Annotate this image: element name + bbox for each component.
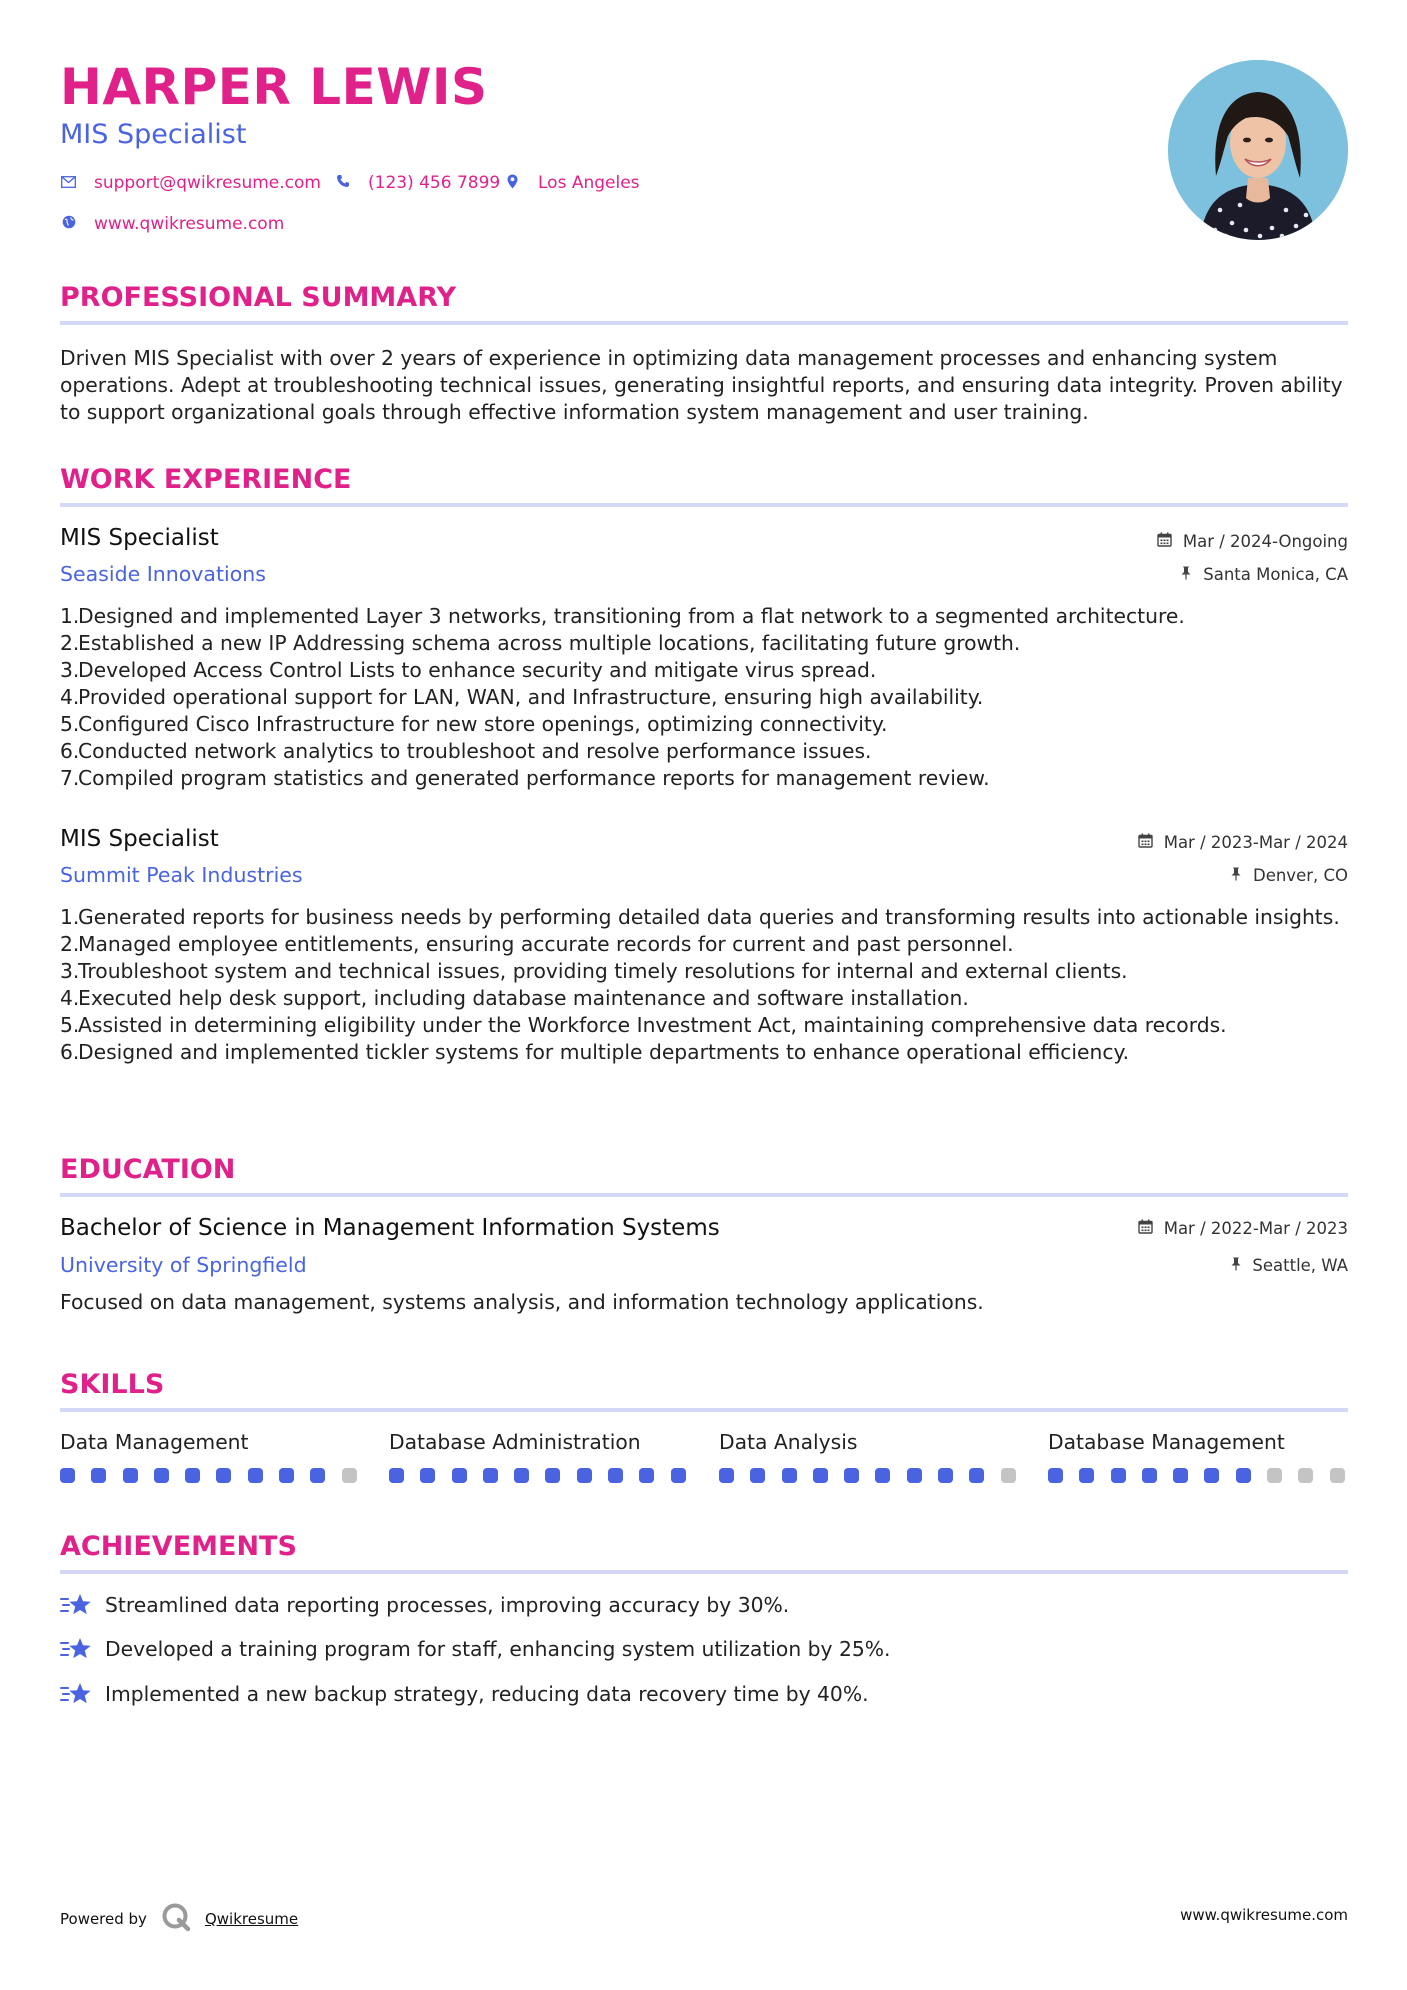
list-item: 5. Configured Cisco Infrastructure for new store openings, optimizing connectivity.: [60, 712, 888, 736]
star-icon: [60, 1681, 92, 1707]
skill-dot-filled: [750, 1468, 765, 1483]
skill-dot-filled: [1236, 1468, 1251, 1483]
list-item: 4. Executed help desk support, including database maintenance and software installation.: [60, 986, 969, 1010]
skill-dot-filled: [216, 1468, 231, 1483]
skills-heading: SKILLS: [60, 1369, 165, 1400]
skill-dot-filled: [1048, 1468, 1063, 1483]
education-heading: EDUCATION: [60, 1154, 236, 1185]
list-item: 3. Troubleshoot system and technical issues, providing timely resolutions for internal and external clients.: [60, 959, 1128, 983]
pushpin-icon: [1230, 1257, 1247, 1275]
calendar-icon: [1138, 834, 1158, 852]
skill-dot-filled: [782, 1468, 797, 1483]
skill-dot-empty: [1267, 1468, 1282, 1483]
contact-location: [504, 173, 640, 193]
summary-text: Driven MIS Specialist with over 2 years of experience in optimizing data management processes and enhancing system operations. Adept at troubleshooting technical issues, generating insightful reports, and ensuring data integrity. Proven ability to support organizational goals through effective information system management and user training.: [60, 346, 1343, 424]
skill-dot-empty: [1298, 1468, 1313, 1483]
job-location: [1230, 866, 1348, 885]
footer-site-link[interactable]: www.qwikresume.com: [1180, 1906, 1348, 1924]
calendar-icon: [1138, 1220, 1158, 1238]
candidate-name: HARPER LEWIS: [60, 58, 488, 116]
experience-heading: WORK EXPERIENCE: [60, 464, 352, 495]
achievement-text: Developed a training program for staff, enhancing system utilization by 25%.: [105, 1637, 891, 1661]
job-location-text: Santa Monica, CA: [1203, 565, 1348, 584]
skill-dot-filled: [813, 1468, 828, 1483]
job-title: MIS Specialist: [60, 525, 219, 551]
skill-dot-filled: [844, 1468, 859, 1483]
skill-dot-filled: [1142, 1468, 1157, 1483]
skill-dot-empty: [1001, 1468, 1016, 1483]
school-name: University of Springfield: [60, 1253, 307, 1277]
skill-rating: [60, 1468, 373, 1483]
skill-dot-filled: [452, 1468, 467, 1483]
skill-dot-empty: [342, 1468, 357, 1483]
skill-dot-filled: [123, 1468, 138, 1483]
company-name: Seaside Innovations: [60, 562, 266, 586]
education-location: [1230, 1256, 1348, 1275]
skill-rating: [389, 1468, 702, 1483]
skill-dot-filled: [671, 1468, 686, 1483]
skill-dot-filled: [60, 1468, 75, 1483]
list-item: 5. Assisted in determining eligibility under the Workforce Investment Act, maintaining comprehensive data records.: [60, 1013, 1227, 1037]
skill-dot-filled: [389, 1468, 404, 1483]
skill-dot-filled: [1204, 1468, 1219, 1483]
list-item: 2. Established a new IP Addressing schema across multiple locations, facilitating future growth.: [60, 631, 1021, 655]
job-dates-text: Mar / 2023-Mar / 2024: [1163, 833, 1348, 852]
skill-dot-filled: [719, 1468, 734, 1483]
skill-dot-filled: [608, 1468, 623, 1483]
skill-dot-filled: [483, 1468, 498, 1483]
job-dates: [1157, 532, 1348, 551]
job-responsibilities: [60, 603, 1350, 792]
phone-icon: [334, 174, 351, 192]
skill-dot-filled: [514, 1468, 529, 1483]
list-item: 2. Managed employee entitlements, ensuring accurate records for current and past personnel.: [60, 932, 1014, 956]
email-text: support@qwikresume.com: [94, 173, 321, 193]
summary-heading: PROFESSIONAL SUMMARY: [60, 282, 457, 313]
list-item: 1. Designed and implemented Layer 3 networks, transitioning from a flat network to a segmented architecture.: [60, 604, 1185, 628]
map-pin-icon: [504, 174, 521, 193]
job-dates-text: Mar / 2024-Ongoing: [1182, 532, 1348, 551]
experience-divider: [60, 503, 1348, 507]
list-item: 4. Provided operational support for LAN, WAN, and Infrastructure, ensuring high availability.: [60, 685, 984, 709]
education-dates-text: Mar / 2022-Mar / 2023: [1163, 1219, 1348, 1238]
contact-website[interactable]: [60, 214, 284, 234]
globe-icon: [60, 215, 77, 233]
qwikresume-link[interactable]: Qwikresume: [204, 1910, 299, 1928]
job-title: MIS Specialist: [60, 826, 219, 852]
skill-dot-filled: [1079, 1468, 1094, 1483]
pushpin-icon: [1180, 566, 1197, 584]
qwikresume-logo-icon: [161, 1902, 191, 1936]
skills-divider: [60, 1408, 1348, 1412]
skill-label: Database Management: [1048, 1430, 1285, 1454]
job-location-text: Denver, CO: [1252, 866, 1348, 885]
job-responsibilities: [60, 904, 1350, 1066]
achievements-divider: [60, 1570, 1348, 1574]
profile-photo: [1168, 60, 1348, 240]
skill-dot-filled: [1111, 1468, 1126, 1483]
skill-dot-filled: [310, 1468, 325, 1483]
skill-dot-filled: [420, 1468, 435, 1483]
skill-dot-filled: [639, 1468, 654, 1483]
company-name: Summit Peak Industries: [60, 863, 303, 887]
skill-rating: [719, 1468, 1032, 1483]
education-description: Focused on data management, systems analysis, and information technology applications.: [60, 1290, 984, 1314]
skill-dot-filled: [577, 1468, 592, 1483]
achievement-item: [60, 1681, 869, 1707]
list-item: 6. Designed and implemented tickler systems for multiple departments to enhance operational efficiency.: [60, 1040, 1130, 1064]
skill-dot-filled: [875, 1468, 890, 1483]
skill-label: Database Administration: [389, 1430, 641, 1454]
contact-phone[interactable]: [334, 173, 500, 193]
contact-email[interactable]: [60, 173, 321, 193]
list-item: 1. Generated reports for business needs by performing detailed data queries and transforming results into actionable insights.: [60, 905, 1340, 929]
footer-powered-by: [60, 1902, 298, 1936]
envelope-icon: [60, 174, 77, 192]
education-dates: [1138, 1219, 1348, 1238]
skill-dot-filled: [545, 1468, 560, 1483]
skill-dot-filled: [938, 1468, 953, 1483]
skill-dot-empty: [1330, 1468, 1345, 1483]
degree-title: Bachelor of Science in Management Information Systems: [60, 1215, 720, 1241]
achievement-item: [60, 1592, 789, 1618]
skill-dot-filled: [969, 1468, 984, 1483]
achievements-heading: ACHIEVEMENTS: [60, 1531, 297, 1562]
list-item: 7. Compiled program statistics and generated performance reports for management review.: [60, 766, 990, 790]
star-icon: [60, 1592, 92, 1618]
star-icon: [60, 1636, 92, 1662]
job-location: [1180, 565, 1348, 584]
phone-text: (123) 456 7899: [368, 173, 501, 193]
powered-by-text: Powered by: [60, 1910, 147, 1928]
list-item: 6. Conducted network analytics to troubleshoot and resolve performance issues.: [60, 739, 872, 763]
skill-dot-filled: [185, 1468, 200, 1483]
candidate-role: MIS Specialist: [60, 119, 247, 150]
pushpin-icon: [1230, 867, 1247, 885]
achievement-text: Implemented a new backup strategy, reducing data recovery time by 40%.: [105, 1682, 869, 1706]
summary-divider: [60, 321, 1348, 325]
achievement-text: Streamlined data reporting processes, improving accuracy by 30%.: [105, 1593, 790, 1617]
skill-dot-filled: [279, 1468, 294, 1483]
location-text: Los Angeles: [538, 173, 640, 193]
job-dates: [1138, 833, 1348, 852]
skill-label: Data Management: [60, 1430, 249, 1454]
skill-rating: [1048, 1468, 1361, 1483]
achievement-item: [60, 1636, 890, 1662]
skill-dot-filled: [907, 1468, 922, 1483]
skill-dot-filled: [91, 1468, 106, 1483]
skill-dot-filled: [154, 1468, 169, 1483]
skill-label: Data Analysis: [719, 1430, 858, 1454]
website-text: www.qwikresume.com: [94, 214, 285, 234]
list-item: 3. Developed Access Control Lists to enhance security and mitigate virus spread.: [60, 658, 877, 682]
education-divider: [60, 1193, 1348, 1197]
calendar-icon: [1157, 533, 1177, 551]
skill-dot-filled: [1173, 1468, 1188, 1483]
education-location-text: Seattle, WA: [1252, 1256, 1348, 1275]
skill-dot-filled: [248, 1468, 263, 1483]
